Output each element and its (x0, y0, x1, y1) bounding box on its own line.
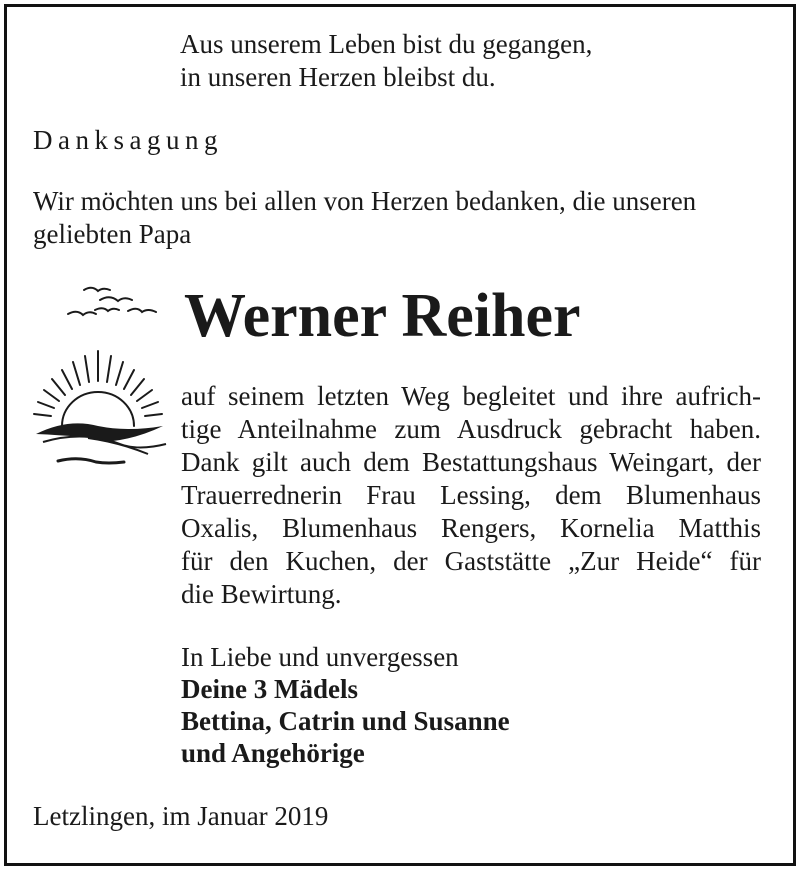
deceased-name: Werner Reiher (184, 282, 581, 350)
intro-text (33, 185, 696, 251)
thanks-line-4: Trauerrednerin Frau Lessing, dem Blumenhaus (181, 480, 761, 510)
thanks-line-6: für den Kuchen, der Gaststätte „Zur Heide“ für (181, 546, 761, 576)
thanks-line-1: auf seinem letzten Weg begleitet und ihre aufrich- (181, 381, 761, 411)
thanks-line-5: Oxalis, Blumenhaus Rengers, Kornelia Matthis (181, 513, 761, 543)
signature-line-4: und Angehörige (181, 738, 365, 768)
thanks-text (181, 380, 761, 611)
thanks-line-2: tige Anteilnahme zum Ausdruck gebracht haben. (181, 414, 761, 444)
place-date: Letzlingen, im Januar 2019 (33, 801, 329, 831)
birds-icon (62, 280, 162, 325)
heading-danksagung: Danksagung (33, 125, 223, 155)
verse (180, 28, 592, 94)
signature-line-2: Deine 3 Mädels (181, 674, 358, 704)
signature-line-1: In Liebe und unvergessen (181, 642, 459, 672)
verse-line-1: Aus unserem Leben bist du gegangen, (180, 29, 593, 59)
signature (181, 641, 510, 769)
sunset-icon (28, 346, 178, 471)
thanks-line-3: Dank gilt auch dem Bestattungshaus Weingart, der (181, 447, 761, 477)
verse-line-2: in unseren Herzen bleibst du. (180, 62, 496, 92)
thanks-line-7: die Bewirtung. (181, 579, 342, 609)
intro-line-2: geliebten Papa (33, 219, 192, 249)
intro-line-1: Wir möchten uns bei allen von Herzen bedanken, die unseren (33, 186, 697, 216)
signature-line-3: Bettina, Catrin und Susanne (181, 706, 510, 736)
